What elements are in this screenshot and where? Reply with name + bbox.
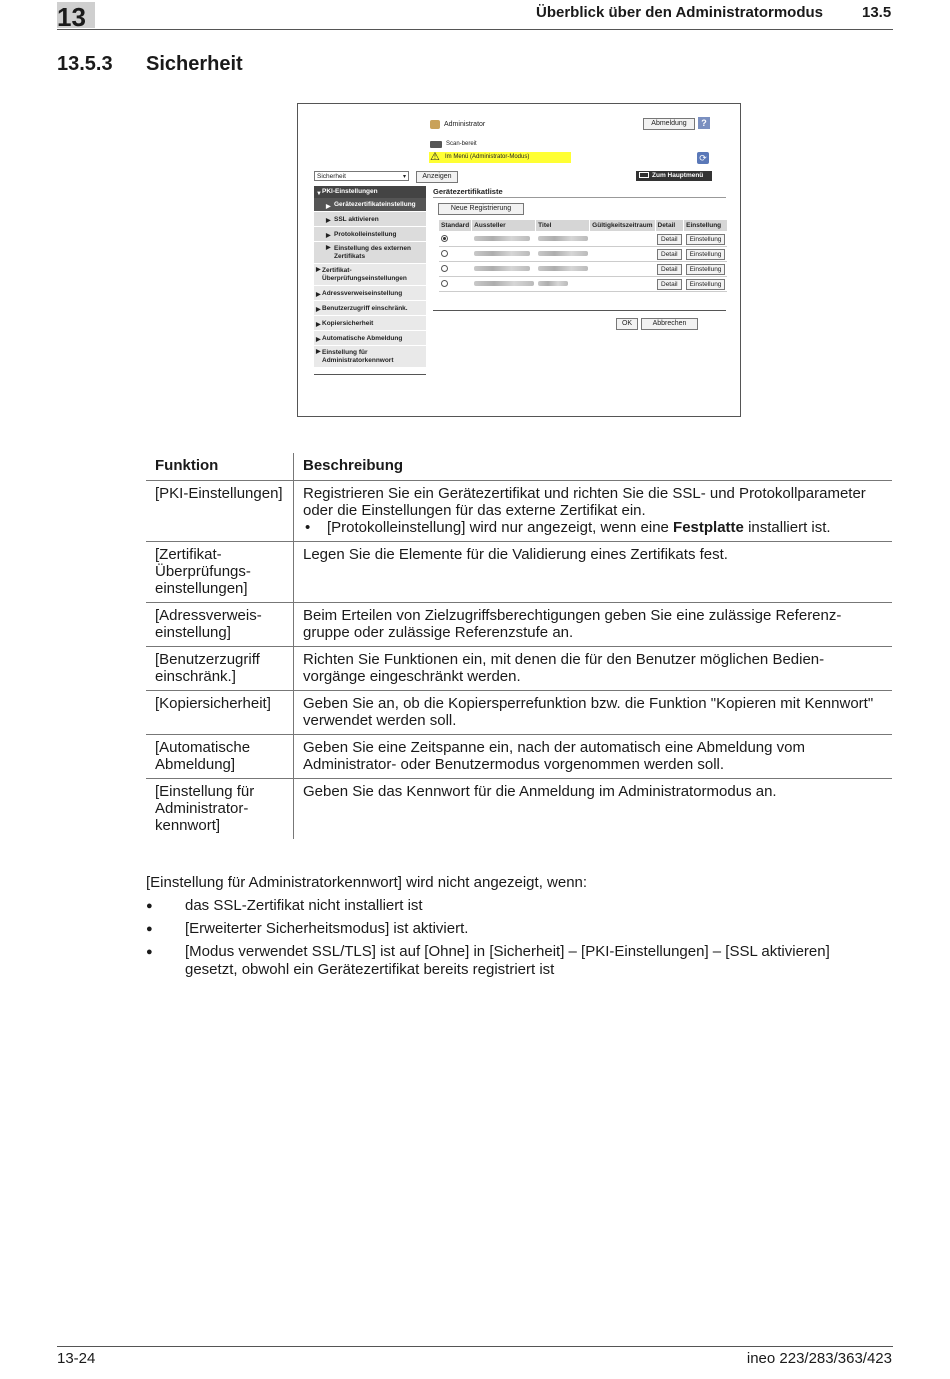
- setting-button[interactable]: Einstellung: [686, 249, 726, 260]
- column-header: Gültigkeitszeitraum: [590, 220, 655, 232]
- sidebar-item-label: PKI-Einstellungen: [322, 188, 378, 195]
- panel-rule: [433, 310, 726, 311]
- sidebar-item-cert-check[interactable]: [314, 264, 426, 286]
- sidebar-bottom-rule: [314, 374, 426, 375]
- description-bullet: [303, 519, 884, 536]
- table-header-row: [146, 453, 892, 481]
- function-cell: [Benutzerzugriff einschränk.]: [146, 647, 294, 691]
- setting-button[interactable]: Einstellung: [686, 264, 726, 275]
- column-header: Aussteller: [472, 220, 536, 232]
- triangle-right-icon: ▶: [326, 245, 331, 251]
- function-cell: [Zertifikat-Überprüfungs-einstellungen]: [146, 542, 294, 603]
- list-item: ● das SSL-Zertifikat nicht installiert ist: [146, 897, 866, 915]
- triangle-right-icon: ▶: [316, 292, 321, 298]
- sidebar-item-label: Adressverweiseinstellung: [322, 290, 403, 297]
- sidebar-item-label: Zertifikat-Überprüfungseinstellungen: [322, 267, 407, 282]
- sidebar-item-auto-logout[interactable]: [314, 331, 426, 346]
- detail-button[interactable]: Detail: [657, 234, 682, 245]
- triangle-right-icon: ▶: [326, 204, 331, 210]
- table-row: [146, 647, 892, 691]
- section-title: Sicherheit: [146, 53, 243, 75]
- radio-button[interactable]: [441, 265, 448, 272]
- bullet-bold-text: Festplatte: [673, 519, 744, 536]
- redacted-issuer: [474, 266, 530, 271]
- sidebar-item-label: Einstellung des externen Zertifikats: [334, 245, 411, 260]
- scan-status: Scan-bereit: [446, 141, 477, 147]
- main-menu-label: Zum Hauptmenü: [652, 172, 704, 179]
- table-row: [146, 481, 892, 542]
- function-cell: [Kopiersicherheit]: [146, 691, 294, 735]
- mode-banner: [429, 152, 571, 163]
- table-row: [146, 735, 892, 779]
- running-title: Überblick über den Administratormodus: [536, 4, 823, 21]
- table-row: [146, 603, 892, 647]
- embedded-screenshot: [297, 103, 741, 417]
- detail-button[interactable]: Detail: [657, 279, 682, 290]
- sidebar-item-ssl[interactable]: [314, 212, 426, 227]
- triangle-right-icon: ▶: [326, 233, 331, 239]
- sidebar-item-admin-password[interactable]: [314, 346, 426, 368]
- table-row: [146, 542, 892, 603]
- table-row: [439, 277, 728, 292]
- column-header: Detail: [655, 220, 684, 232]
- sidebar-item-label: Gerätezertifikateinstellung: [334, 201, 416, 208]
- sidebar-item-label: Automatische Abmeldung: [322, 335, 403, 342]
- radio-button[interactable]: [441, 280, 448, 287]
- cancel-button[interactable]: Abbrechen: [641, 318, 698, 330]
- table-row: [439, 247, 728, 262]
- section-number: 13.5.3: [57, 53, 113, 75]
- setting-button[interactable]: Einstellung: [686, 279, 726, 290]
- ok-button[interactable]: OK: [616, 318, 638, 330]
- detail-button[interactable]: Detail: [657, 249, 682, 260]
- sidebar-item-label: Einstellung für Administratorkennwort: [322, 349, 394, 364]
- bullet-text: [Protokolleinstellung] wird nur angezeigt, wenn eine: [327, 519, 674, 536]
- logout-button[interactable]: Abmeldung: [643, 118, 695, 130]
- admin-icon: [430, 120, 440, 129]
- sidebar-nav: [314, 186, 426, 375]
- column-header-description: Beschreibung: [294, 453, 893, 481]
- sidebar-item-copy-security[interactable]: [314, 316, 426, 331]
- bullet-text-end: installiert ist.: [743, 519, 831, 536]
- detail-button[interactable]: Detail: [657, 264, 682, 275]
- column-header-function: Funktion: [146, 453, 294, 481]
- table-row: [146, 691, 892, 735]
- description-cell: Legen Sie die Elemente für die Validierung eines Zertifikats fest.: [294, 542, 893, 603]
- running-section: 13.5: [862, 4, 892, 21]
- redacted-issuer: [474, 236, 530, 241]
- category-select-value: Sicherheit: [317, 173, 346, 180]
- description-text: Registrieren Sie ein Gerätezertifikat und richten Sie die SSL- und Protokollparameter oder die Einstellungen für das externe Zertifikat ein.: [303, 485, 866, 519]
- sidebar-item-pki[interactable]: [314, 186, 426, 198]
- triangle-right-icon: ▶: [316, 307, 321, 313]
- function-table: [146, 453, 892, 839]
- show-button[interactable]: Anzeigen: [416, 171, 458, 183]
- help-icon[interactable]: ?: [698, 117, 710, 129]
- table-row: [439, 262, 728, 277]
- triangle-right-icon: ▶: [316, 322, 321, 328]
- sidebar-item-device-cert[interactable]: [314, 198, 426, 212]
- main-menu-button[interactable]: [636, 171, 712, 181]
- header-rule: [57, 29, 893, 30]
- table-row: [146, 779, 892, 840]
- table-row: [439, 232, 728, 247]
- redacted-issuer: [474, 251, 530, 256]
- triangle-right-icon: ▶: [316, 349, 321, 355]
- menu-icon: [639, 172, 649, 178]
- sidebar-item-address[interactable]: [314, 286, 426, 301]
- description-cell: Geben Sie eine Zeitspanne ein, nach der automatisch eine Abmeldung vom Administrator- oder Benutzermodus vorgenommen werden soll.: [294, 735, 893, 779]
- redacted-title: [538, 281, 568, 286]
- note-intro: [Einstellung für Administratorkennwort] wird nicht angezeigt, wenn:: [146, 874, 588, 891]
- triangle-down-icon: ▼: [316, 191, 322, 197]
- list-item: ● [Modus verwendet SSL/TLS] ist auf [Ohne] in [Sicherheit] – [PKI-Einstellungen] – [SSL aktivieren] gesetzt, obwohl ein Gerätezertifikat bereits registriert ist: [146, 943, 866, 979]
- mode-text: Im Menü (Administrator-Modus): [445, 154, 530, 160]
- redacted-title: [538, 251, 588, 256]
- model-name: ineo 223/283/363/423: [746, 1350, 892, 1367]
- category-select[interactable]: [314, 171, 409, 181]
- page-number: 13-24: [57, 1350, 96, 1367]
- scanner-icon: [430, 141, 442, 148]
- admin-label: Administrator: [444, 121, 486, 128]
- sidebar-item-external-cert[interactable]: [314, 242, 426, 264]
- sidebar-item-protocol[interactable]: [314, 227, 426, 242]
- refresh-icon[interactable]: ⟳: [697, 152, 709, 164]
- column-header: Einstellung: [684, 220, 728, 232]
- list-title: Gerätezertifikatliste: [433, 187, 503, 196]
- triangle-right-icon: ▶: [316, 337, 321, 343]
- triangle-right-icon: ▶: [316, 267, 321, 273]
- sidebar-item-label: Kopiersicherheit: [322, 320, 374, 327]
- function-cell: [PKI-Einstellungen]: [146, 481, 294, 542]
- radio-button[interactable]: [441, 250, 448, 257]
- function-cell: [Adressverweis-einstellung]: [146, 603, 294, 647]
- certificate-table: [438, 219, 728, 292]
- list-title-rule: [433, 197, 726, 198]
- chevron-down-icon: ▾: [402, 174, 406, 180]
- new-registration-button[interactable]: Neue Registrierung: [438, 203, 524, 215]
- column-header: Titel: [536, 220, 590, 232]
- description-cell: [294, 481, 893, 542]
- column-header: Standard: [439, 220, 472, 232]
- description-cell: Geben Sie an, ob die Kopiersperrefunktion bzw. die Funktion "Kopieren mit Kennwort" verwendet werden soll.: [294, 691, 893, 735]
- warning-icon: ⚠: [430, 151, 440, 163]
- function-cell: [Einstellung für Administrator-kennwort]: [146, 779, 294, 840]
- sidebar-item-label: Protokolleinstellung: [334, 231, 397, 238]
- sidebar-item-label: Benutzerzugriff einschränk.: [322, 305, 408, 312]
- sidebar-item-user-access[interactable]: [314, 301, 426, 316]
- triangle-right-icon: ▶: [326, 218, 331, 224]
- radio-button-selected[interactable]: [441, 235, 448, 242]
- chapter-number: 13: [57, 2, 86, 32]
- redacted-title: [538, 266, 588, 271]
- function-cell: [Automatische Abmeldung]: [146, 735, 294, 779]
- description-cell: Richten Sie Funktionen ein, mit denen die für den Benutzer möglichen Bedien-vorgänge eingeschränkt werden.: [294, 647, 893, 691]
- description-cell: Beim Erteilen von Zielzugriffsberechtigungen geben Sie eine zulässige Referenz-gruppe oder zulässige Referenzstufe an.: [294, 603, 893, 647]
- note-list: [146, 897, 866, 984]
- list-item: ● [Erweiterter Sicherheitsmodus] ist aktiviert.: [146, 920, 866, 938]
- redacted-issuer: [474, 281, 534, 286]
- footer-rule: [57, 1346, 893, 1347]
- redacted-title: [538, 236, 588, 241]
- description-cell: Geben Sie das Kennwort für die Anmeldung im Administratormodus an.: [303, 783, 777, 800]
- setting-button[interactable]: Einstellung: [686, 234, 726, 245]
- sidebar-item-label: SSL aktivieren: [334, 216, 379, 223]
